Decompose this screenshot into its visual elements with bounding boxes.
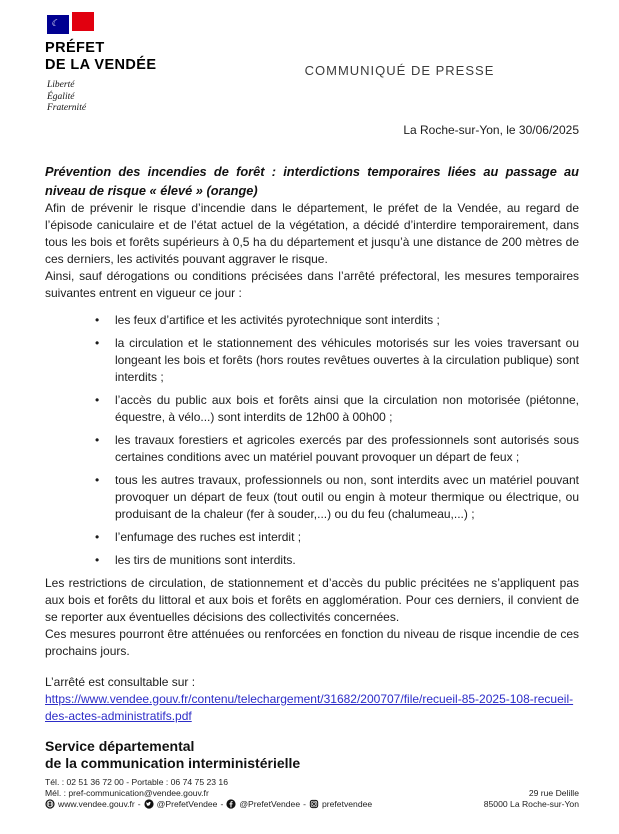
prefect-line2: DE LA VENDÉE bbox=[45, 57, 157, 73]
measures-intro-paragraph: Ainsi, sauf dérogations ou conditions précisées dans l’arrêté préfectoral, les mesures temporaires suivantes entrent en vigueur ce jour : bbox=[45, 268, 579, 300]
service-name bbox=[45, 738, 579, 772]
separator: - bbox=[303, 798, 306, 809]
twitter-icon bbox=[144, 799, 154, 809]
instagram-handle: prefetvendee bbox=[322, 798, 373, 809]
facebook-icon bbox=[226, 799, 236, 809]
address-line2: 85000 La Roche-sur-Yon bbox=[483, 798, 579, 809]
french-flag-icon bbox=[47, 12, 220, 36]
list-item: • les travaux forestiers et agricoles exercés par des professionnels sont autorisés sous certaines conditions avec un matériel pouvant provoquer un départ de feux ; bbox=[95, 432, 579, 466]
motto-fraternite: Fraternité bbox=[47, 103, 87, 113]
list-item: • tous les autres travaux, professionnels ou non, sont interdits avec un matériel pouvant provoquer un départ de feux (tout outil ou engin à moteur thermique ou électrique, ou produisant de la chaleur (fer à souder,...) ou du feu (chalumeau,...) ; bbox=[95, 472, 579, 523]
header bbox=[45, 12, 579, 115]
flag-red-block bbox=[72, 12, 94, 31]
dateline: La Roche-sur-Yon, le 30/06/2025 bbox=[403, 122, 579, 137]
separator: - bbox=[220, 798, 224, 809]
globe-icon bbox=[45, 799, 55, 809]
flag-blue-block bbox=[47, 15, 69, 34]
separator: - bbox=[137, 798, 141, 809]
motto-egalite: Égalité bbox=[47, 91, 75, 102]
social-line bbox=[45, 799, 372, 810]
phone-line: Tél. : 02 51 36 72 00 - Portable : 06 74 75 23 16 bbox=[45, 776, 228, 787]
service-line2: de la communication interministérielle bbox=[45, 754, 301, 771]
page-title: Prévention des incendies de forêt : interdictions temporaires liées au passage au niveau de risque « élevé » (orange) bbox=[45, 163, 579, 198]
intro-paragraph: Afin de prévenir le risque d’incendie dans le département, le préfet de la Vendée, au regard de l’épisode caniculaire et de l’état actuel de la végétation, a décidé d’interdire temporairement, dans tous les bois et forêts supérieurs à 0,5 ha du département et jusqu’à une distance de 200 mètres de ces derniers, les activités pouvant aggraver le risque. bbox=[45, 200, 579, 266]
contact-block bbox=[45, 777, 372, 810]
link-label: L’arrêté est consultable sur : bbox=[45, 674, 196, 689]
service-line1: Service départemental bbox=[45, 737, 195, 754]
website-label: www.vendee.gouv.fr bbox=[58, 798, 135, 809]
decree-link[interactable]: https://www.vendee.gouv.fr/contenu/telechargement/31682/200707/file/recueil-85-2025-108-recueil-des-actes-administratifs.pdf bbox=[45, 691, 574, 723]
evolution-paragraph: Ces mesures pourront être atténuées ou renforcées en fonction du niveau de risque incendie de ces prochains jours. bbox=[45, 626, 579, 658]
measures-list bbox=[45, 312, 579, 569]
prefect-name bbox=[45, 40, 220, 74]
facebook-handle: @PrefetVendee bbox=[239, 798, 301, 809]
footer bbox=[45, 777, 579, 810]
twitter-handle: @PrefetVendee bbox=[156, 798, 218, 809]
list-item: • l’enfumage des ruches est interdit ; bbox=[95, 529, 579, 546]
list-item: • la circulation et le stationnement des véhicules motorisés sur les voies traversant ou longeant les bois et forêts (hors routes revêtues ouvertes à la circulation publique) sont interdits ; bbox=[95, 335, 579, 386]
prefect-line1: PRÉFET bbox=[45, 40, 105, 56]
government-logo bbox=[45, 12, 220, 115]
email-line: Mél. : pref-communication@vendee.gouv.fr bbox=[45, 787, 209, 798]
list-item: • l’accès du public aux bois et forêts ainsi que la circulation non motorisée (piétonne, équestre, à vélo...) sont interdits de 12h00 à 00h00 ; bbox=[95, 392, 579, 426]
address-block bbox=[484, 788, 579, 810]
list-item: • les feux d’artifice et les activités pyrotechnique sont interdits ; bbox=[95, 312, 579, 329]
instagram-icon bbox=[309, 799, 319, 809]
document-type-label: COMMUNIQUÉ DE PRESSE bbox=[304, 63, 495, 78]
marianne-icon: ☾ bbox=[51, 19, 60, 29]
motto bbox=[47, 80, 220, 115]
motto-liberte: Liberté bbox=[47, 80, 75, 90]
list-item: • les tirs de munitions sont interdits. bbox=[95, 552, 579, 569]
address-line1: 29 rue Delille bbox=[528, 787, 579, 798]
restrictions-paragraph: Les restrictions de circulation, de stationnement et d’accès du public précitées ne s’appliquent pas aux bois et forêts du littoral et aux bois et forêts en agglomération. Pour ces derniers, il convient de se reporter aux éventuelles décisions des collectivités concernées. bbox=[45, 575, 579, 624]
